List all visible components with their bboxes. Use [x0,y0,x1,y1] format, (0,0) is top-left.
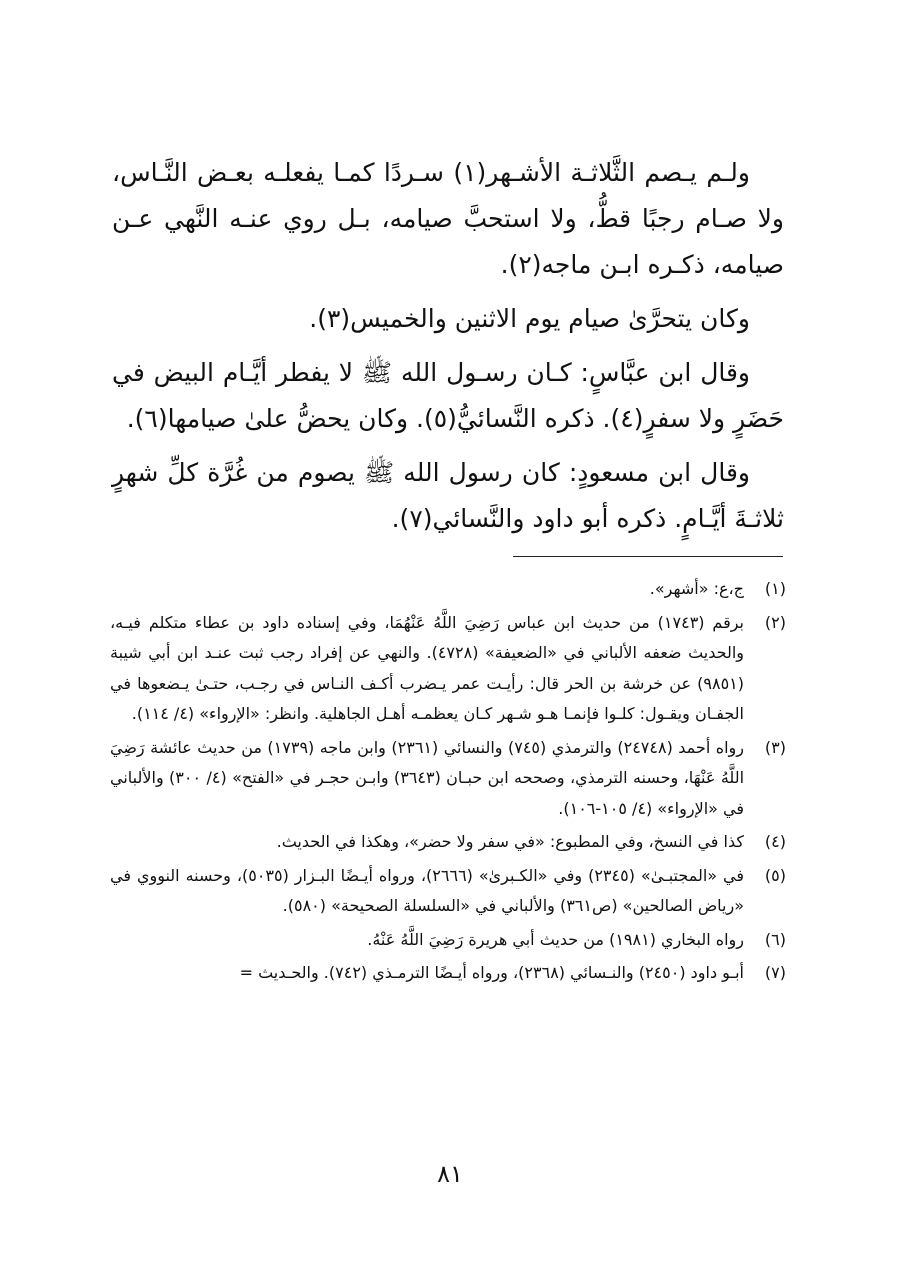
paragraph: ولـم يـصم الثَّلاثـة الأشـهر(١) سـردًا كمـا يفعلـه بعـض النَّـاس، ولا صـام رجبًا قطُّ، ولا استحبَّ صيامه، بـل روي عنـه النَّهي عـن صيامه، ذكـره ابـن ماجه(٢). [112,158,784,279]
footnote [110,827,786,858]
page-number: ٨١ [437,1160,463,1188]
footnote-number: (٣) [764,737,786,757]
footnote-text: أبـو داود (٢٤٥٠) والنـسائي (٢٣٦٨)، ورواه أيـضًا الترمـذي (٧٤٢). والحـديث = [239,963,744,982]
footnote [110,925,786,956]
footnote-number: (٧) [764,963,786,982]
footnote-number: (٢) [764,612,786,632]
footnote-text: برقم (١٧٤٣) من حديث ابن عباس رَضِيَ اللَّهُ عَنْهُمَا، وفي إسناده داود بن عطاء متكلم فيـه، والحديث ضعفه الألباني في «الضعيفة» (٤٧٢٨). والنهي عن إفراد رجب ثبت عنـد ابن أبي شيبة (٩٨٥١) عن خرشة بن الحر قال: رأيـت عمر يـضرب أكـف النـاس في رجـب، حتـىٰ يـضعوها في الجفـان ويقـول: كلـوا فإنمـا هـو شـهر كـان يعظمـه أهـل الجاهلية. وانظر: «الإرواء» (٤/ ١١٤). [110,612,745,723]
footnote-number: (٥) [764,865,786,885]
footnote-separator [513,556,783,557]
footnote-text: كذا في النسخ، وفي المطبوع: «في سفر ولا حضر»، وهكذا في الحديث. [276,832,744,851]
footnote-text: رواه أحمد (٢٤٧٤٨) والترمذي (٧٤٥) والنسائي (٢٣٦١) وابن ماجه (١٧٣٩) من حديث عائشة رَضِيَ اللَّهُ عَنْهَا، وحسنه الترمذي، وصححه ابن حبـان (٣٦٤٣) وابـن حجـر في «الفتح» (٤/ ٣٠٠) والألباني في «الإرواء» (٤/ ١٠٥-١٠٦). [110,737,745,818]
footnote-number: (٤) [764,832,786,851]
footnote [110,958,786,989]
footnote-number: (٦) [764,929,786,949]
paragraph: وقال ابن عبَّاسٍ: كـان رسـول الله ﷺ لا يفطر أيَّـام البيض في حَضَرٍ ولا سفرٍ(٤). ذكره النَّسائيُّ(٥). وكان يحضُّ علىٰ صيامها(٦). [112,358,784,433]
footnote [110,574,786,605]
footnote [110,733,786,825]
paragraph: وقال ابن مسعودٍ: كان رسول الله ﷺ يصوم من غُرَّة كلِّ شهرٍ ثلاثـةَ أيَّـامٍ. ذكره أبو داود والنَّسائي(٧). [112,458,784,533]
footnotes [110,574,786,992]
main-text [112,150,784,550]
footnote [110,861,786,922]
footnote-text: في «المجتبـىٰ» (٢٣٤٥) وفي «الكـبرىٰ» (٢٦٦٦)، ورواه أيـضًا البـزار (٥٠٣٥)، وحسنه النووي في «رياض الصالحين» (ص٣٦١) والألباني في «السلسلة الصحيحة» (٥٨٠). [110,865,745,915]
footnote [110,608,786,730]
paragraph: وكان يتحرَّىٰ صيام يوم الاثنين والخميس(٣). [309,304,750,333]
footnote-number: (١) [764,579,786,598]
footnote-text: ج،ع: «أشهر». [649,579,744,598]
footnote-text: رواه البخاري (١٩٨١) من حديث أبي هريرة رَضِيَ اللَّهُ عَنْهُ. [367,929,744,949]
